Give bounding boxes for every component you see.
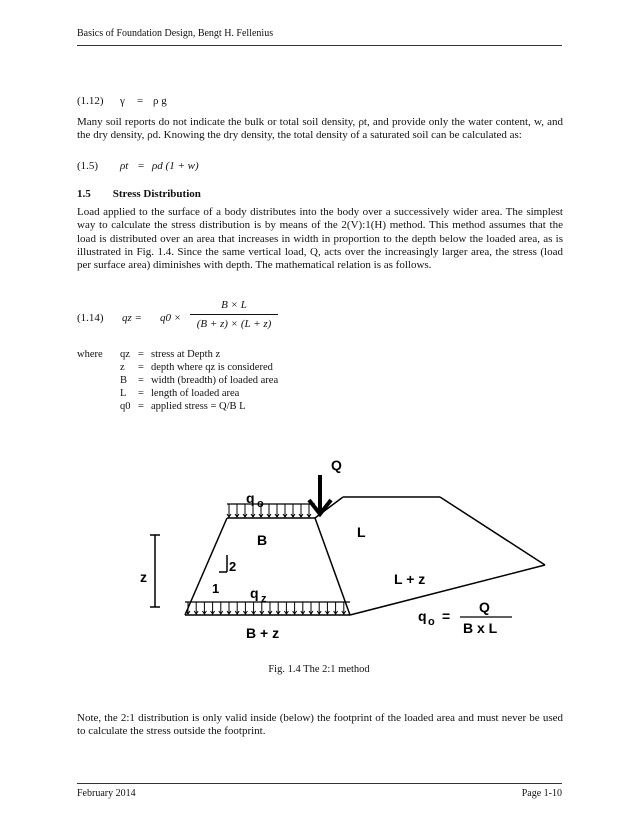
label-ratio-2: 2 <box>229 559 237 574</box>
where-desc: stress at Depth z <box>151 349 221 360</box>
back-right-edge <box>440 497 545 565</box>
where-sym: L <box>120 388 127 399</box>
eq-1-12-rhs: ρ g <box>153 95 167 107</box>
formula-q: q <box>418 608 427 624</box>
page-header: Basics of Foundation Design, Bengt H. Fellenius <box>77 28 274 39</box>
where-sym: z <box>120 362 125 373</box>
where-sym: B <box>120 375 128 386</box>
paragraph-density: Many soil reports do not indicate the bulk or total soil density, ρt, and provide only the water content, w, and the dry density, ρd. Knowing the dry density, the total density of a saturated soil can be calculated as: <box>77 116 563 142</box>
eq-1-14-number: (1.14) <box>77 312 104 324</box>
footer-date: February 2014 <box>77 788 136 799</box>
paragraph-note: Note, the 2:1 distribution is only valid inside (below) the footprint of the loaded area and must never be used to calculate the stress outside the footprint. <box>77 712 563 738</box>
where-desc: applied stress = Q/B L <box>151 401 246 412</box>
eq-1-14-numerator: B × L <box>221 299 247 311</box>
section-title: Stress Distribution <box>112 188 201 200</box>
label-q0-sub: o <box>257 498 264 510</box>
eq-1-14-factor: q0 × <box>160 312 182 324</box>
figure-caption: Fig. 1.4 The 2:1 method <box>268 664 370 675</box>
fraction-bar <box>190 314 278 315</box>
eq-1-5-equals: = <box>138 160 145 172</box>
where-label: where <box>77 349 103 360</box>
formula-q-sub: o <box>428 616 435 628</box>
formula-equals: = <box>442 608 451 624</box>
eq-1-5-lhs: ρt <box>120 160 129 172</box>
label-q0: q <box>246 490 255 506</box>
label-B: B <box>257 532 268 548</box>
label-qz: q <box>250 585 259 601</box>
eq-1-12-lhs: γ <box>120 95 125 107</box>
where-eq: = <box>138 362 144 373</box>
header-rule <box>77 45 562 46</box>
eq-1-12-number: (1.12) <box>77 95 104 107</box>
section-heading <box>77 188 223 200</box>
eq-1-5-rhs: ρd (1 + w) <box>152 160 199 172</box>
paragraph-stress-distribution: Load applied to the surface of a body distributes into the body over a successively wider area. The simplest way to calculate the stress distribution is by means of the 2(V):1(H) method. This method assumes that the load is distributed over an area that increases in width in proportion to the depth below the loaded area, as is illustrated in Fig. 1.4. Since the same vertical load, Q, acts over the increasingly larger area, the stress (load per surface area) diminishes with depth. The mathematical relation is as follows. <box>77 206 563 272</box>
left-spread-line <box>185 518 227 615</box>
eq-1-14-lhs: qz = <box>122 312 142 324</box>
figure-2-1-method <box>0 450 638 655</box>
where-desc: length of loaded area <box>151 388 240 399</box>
footer-rule <box>77 783 562 784</box>
right-spread-line <box>315 518 350 615</box>
where-eq: = <box>138 388 144 399</box>
eq-1-14-denominator: (B + z) × (L + z) <box>196 318 272 330</box>
where-eq: = <box>138 349 144 360</box>
eq-1-12-equals: = <box>137 95 144 107</box>
label-z: z <box>140 569 147 585</box>
where-eq: = <box>138 375 144 386</box>
q0-load-arrows <box>227 504 311 517</box>
formula-numerator: Q <box>479 599 490 615</box>
footer-page: Page 1-10 <box>521 788 562 799</box>
label-L: L <box>357 524 366 540</box>
where-sym: qz <box>120 349 130 360</box>
eq-1-5-number: (1.5) <box>77 160 99 172</box>
section-number: 1.5 <box>77 188 91 200</box>
where-desc: width (breadth) of loaded area <box>151 375 279 386</box>
where-eq: = <box>138 401 144 412</box>
where-sym: q0 <box>120 401 131 412</box>
label-qz-sub: z <box>261 593 267 605</box>
formula-denominator: B x L <box>463 620 498 636</box>
where-desc: depth where qz is considered <box>151 362 273 373</box>
label-L-plus-z: L + z <box>394 571 426 587</box>
label-B-plus-z: B + z <box>246 625 280 641</box>
label-Q: Q <box>331 457 342 473</box>
label-ratio-1: 1 <box>212 581 220 596</box>
